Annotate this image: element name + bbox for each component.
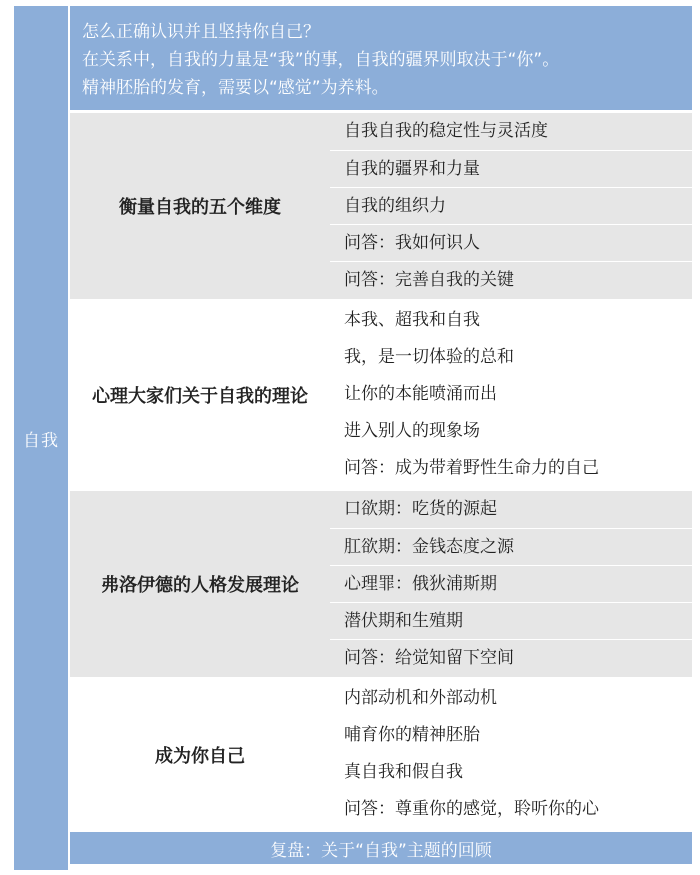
list-item: 真自我和假自我 bbox=[344, 762, 463, 782]
list-item: 问答：给觉知留下空间 bbox=[330, 639, 692, 676]
list-item: 问答：我如何识人 bbox=[330, 224, 692, 261]
list-item: 让你的本能喷涌而出 bbox=[344, 384, 497, 404]
intro-header bbox=[70, 6, 692, 110]
section-items bbox=[330, 113, 692, 299]
content-column bbox=[70, 6, 692, 870]
footer-text: 复盘：关于“自我”主题的回顾 bbox=[270, 840, 492, 861]
topic-label: 自我 bbox=[23, 430, 59, 451]
section-freud-theory bbox=[70, 488, 692, 677]
list-item: 潜伏期和生殖期 bbox=[330, 602, 692, 639]
section-become-yourself bbox=[70, 677, 692, 829]
list-item: 本我、超我和自我 bbox=[344, 310, 480, 330]
list-item: 内部动机和外部动机 bbox=[344, 688, 497, 708]
list-item: 问答：成为带着野性生命力的自己 bbox=[344, 458, 599, 478]
intro-line: 精神胚胎的发育，需要以“感觉”为养料。 bbox=[82, 78, 389, 98]
list-item: 自我自我的稳定性与灵活度 bbox=[344, 121, 548, 141]
list-item: 我，是一切体验的总和 bbox=[344, 347, 514, 367]
section-title: 弗洛伊德的人格发展理论 bbox=[101, 575, 299, 596]
list-item: 进入别人的现象场 bbox=[344, 421, 480, 441]
list-item: 哺育你的精神胚胎 bbox=[344, 725, 480, 745]
list-item: 问答：尊重你的感觉，聆听你的心 bbox=[344, 799, 599, 819]
intro-line: 怎么正确认识并且坚持你自己？ bbox=[82, 22, 320, 42]
list-item: 口欲期：吃货的源起 bbox=[344, 499, 497, 519]
outline-table bbox=[14, 6, 692, 870]
section-psychology-theories bbox=[70, 299, 692, 488]
list-item: 自我的疆界和力量 bbox=[330, 150, 692, 187]
section-items bbox=[330, 680, 692, 829]
intro-line: 在关系中，自我的力量是“我”的事，自我的疆界则取决于“你”。 bbox=[82, 50, 560, 70]
section-five-dimensions bbox=[70, 110, 692, 299]
list-item: 肛欲期：金钱态度之源 bbox=[330, 528, 692, 565]
list-item: 问答：完善自我的关键 bbox=[330, 261, 692, 298]
review-footer bbox=[70, 829, 692, 864]
section-title: 心理大家们关于自我的理论 bbox=[92, 386, 308, 407]
list-item: 自我的组织力 bbox=[330, 187, 692, 224]
section-items bbox=[330, 302, 692, 488]
topic-column bbox=[14, 6, 70, 870]
list-item: 心理罪：俄狄浦斯期 bbox=[330, 565, 692, 602]
section-title: 成为你自己 bbox=[155, 745, 245, 767]
section-items bbox=[330, 491, 692, 677]
section-title: 衡量自我的五个维度 bbox=[119, 197, 281, 218]
